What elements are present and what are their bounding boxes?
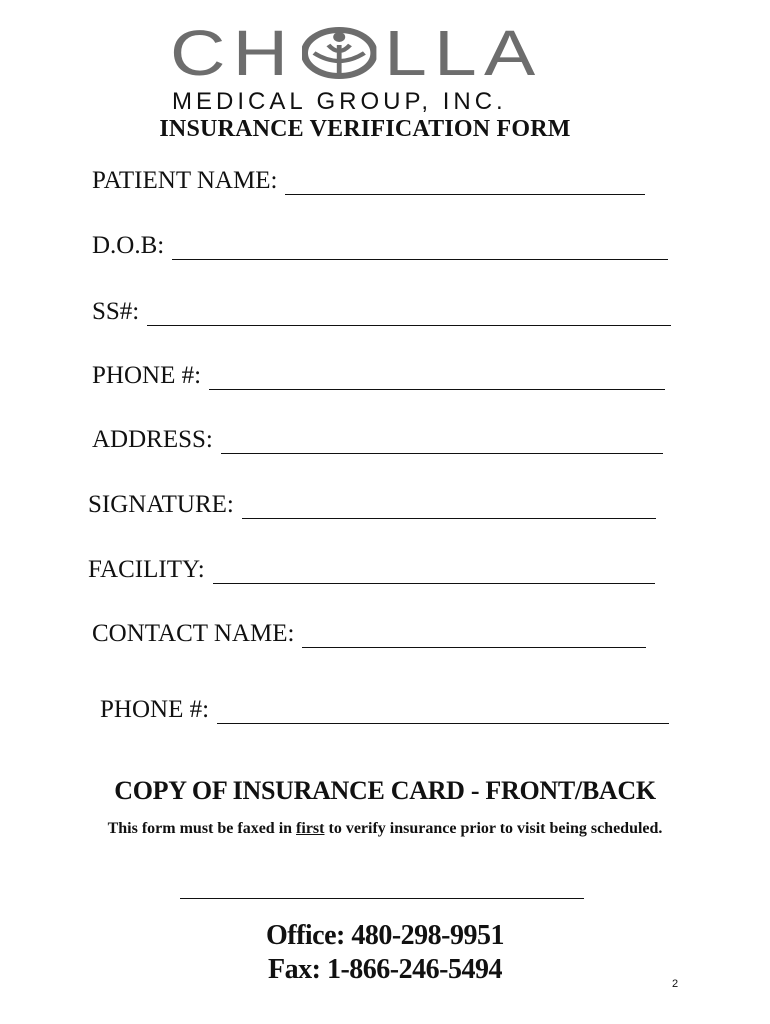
patient-name-input-line[interactable] xyxy=(285,170,645,195)
contact-name-label: CONTACT NAME: xyxy=(92,620,295,647)
address-field xyxy=(92,426,663,454)
ssn-label: SS#: xyxy=(92,298,140,325)
blank-signature-line[interactable] xyxy=(180,898,584,899)
fax-note-after: to verify insurance prior to visit being scheduled. xyxy=(328,820,663,837)
contact-phone-label: PHONE #: xyxy=(100,696,210,723)
office-phone: Office: 480-298-9951 xyxy=(265,920,505,951)
logo-emblem-icon xyxy=(303,27,377,79)
facility-input-line[interactable] xyxy=(213,559,655,584)
phone-input-line[interactable] xyxy=(209,365,665,390)
ssn-field xyxy=(92,298,671,326)
signature-input-line[interactable] xyxy=(242,494,656,519)
dob-input-line[interactable] xyxy=(172,235,668,260)
contact-name-field xyxy=(92,620,646,648)
copy-card-heading: COPY OF INSURANCE CARD - FRONT/BACK xyxy=(114,776,656,805)
signature-label: SIGNATURE: xyxy=(88,491,234,518)
logo-text-right: LLA xyxy=(384,17,543,89)
cholla-logo xyxy=(160,17,610,115)
signature-field xyxy=(88,491,656,519)
logo-text-left: CH xyxy=(170,17,296,89)
patient-name-field xyxy=(92,167,645,195)
form-title: INSURANCE VERIFICATION FORM xyxy=(159,116,571,142)
logo-subtitle: MEDICAL GROUP, INC. xyxy=(172,88,507,115)
dob-field xyxy=(92,232,668,260)
contact-name-input-line[interactable] xyxy=(302,623,646,648)
phone-field xyxy=(92,362,665,390)
phone-label: PHONE #: xyxy=(92,362,202,389)
fax-note xyxy=(0,820,770,838)
fax-number: Fax: 1-866-246-5494 xyxy=(268,954,502,985)
page-number: 2 xyxy=(672,978,679,990)
ssn-input-line[interactable] xyxy=(147,301,671,326)
fax-note-emphasis: first xyxy=(296,820,325,837)
facility-field xyxy=(88,556,655,584)
facility-label: FACILITY: xyxy=(88,556,205,583)
contact-phone-field xyxy=(100,696,669,724)
contact-phone-input-line[interactable] xyxy=(217,699,669,724)
fax-note-before: This form must be faxed in xyxy=(107,820,293,837)
address-label: ADDRESS: xyxy=(92,426,213,453)
patient-name-label: PATIENT NAME: xyxy=(92,167,278,194)
address-input-line[interactable] xyxy=(221,429,663,454)
logo-wordmark xyxy=(170,17,543,89)
dob-label: D.O.B: xyxy=(92,232,165,259)
